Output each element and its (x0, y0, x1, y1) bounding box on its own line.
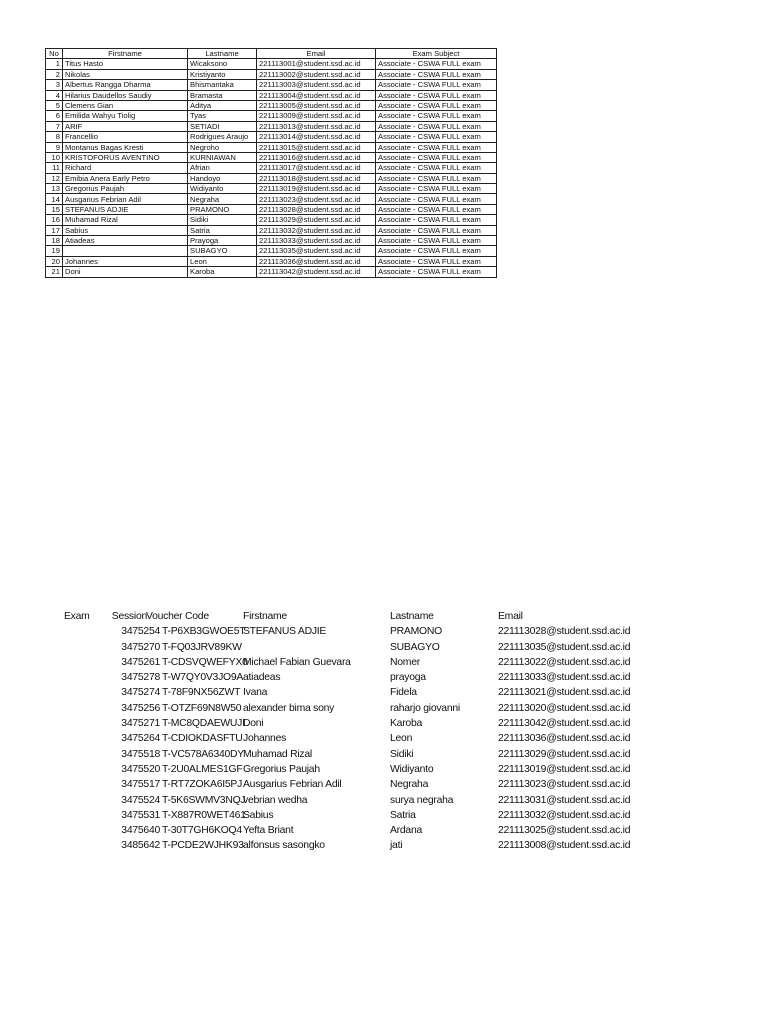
session-number: 3475270 (121, 641, 160, 653)
cell-no: 1 (46, 59, 63, 69)
voucher-code: T-P6XB3GWOE5T (162, 626, 246, 638)
lastname: raharjo giovanni (390, 702, 460, 714)
cell-no: 5 (46, 100, 63, 110)
cell-email: 221113001@student.ssd.ac.id (257, 59, 376, 69)
cell-no: 16 (46, 215, 63, 225)
email: 221113042@student.ssd.ac.id (498, 718, 631, 730)
voucher-code: T-VC578A6340DY (162, 748, 244, 760)
session-number: 3475640 (121, 825, 160, 837)
table-row (46, 80, 497, 90)
cell-no: 3 (46, 80, 63, 90)
cell-no: 13 (46, 184, 63, 194)
cell-lastname: Karoba (188, 267, 257, 277)
cell-exam-subject: Associate - CSWA FULL exam (376, 132, 497, 142)
cell-lastname: Negraha (188, 194, 257, 204)
cell-exam-subject: Associate - CSWA FULL exam (376, 69, 497, 79)
firstname: Sabius (243, 809, 274, 821)
cell-email: 221113005@student.ssd.ac.id (257, 100, 376, 110)
cell-lastname: Prayoga (188, 236, 257, 246)
lastname: Leon (390, 733, 413, 745)
session-number: 3475531 (121, 809, 160, 821)
voucher-code: T-RT7ZOKA6I5PJ (162, 779, 243, 791)
table-row (46, 173, 497, 183)
cell-email: 221113023@student.ssd.ac.id (257, 194, 376, 204)
cell-exam-subject: Associate - CSWA FULL exam (376, 173, 497, 183)
cell-email: 221113032@student.ssd.ac.id (257, 225, 376, 235)
table-header-row (46, 49, 497, 59)
session-number: 3485642 (121, 840, 160, 852)
table-row (46, 152, 497, 162)
cell-firstname: Emibia Anera Early Petro (63, 173, 188, 183)
firstname: Ivana (243, 687, 268, 699)
cell-email: 221113016@student.ssd.ac.id (257, 152, 376, 162)
table-row (46, 59, 497, 69)
voucher-code: T-MC8QDAEWUJI (162, 718, 245, 730)
cell-exam-subject: Associate - CSWA FULL exam (376, 59, 497, 69)
firstname: STEFANUS ADJIE (243, 626, 327, 638)
firstname: Michael Fabian Guevara (243, 656, 351, 668)
firstname: Yefta Briant (243, 825, 294, 837)
header-exam-subject: Exam Subject (376, 49, 497, 59)
table-row (46, 215, 497, 225)
session-number: 3475520 (121, 763, 160, 775)
cell-firstname: Richard (63, 163, 188, 173)
cell-exam-subject: Associate - CSWA FULL exam (376, 90, 497, 100)
email: 221113029@student.ssd.ac.id (498, 748, 631, 760)
cell-firstname: STEFANUS ADJIE (63, 204, 188, 214)
session-number: 3475261 (121, 656, 160, 668)
cell-no: 12 (46, 173, 63, 183)
cell-email: 221113019@student.ssd.ac.id (257, 184, 376, 194)
table-row (46, 163, 497, 173)
cell-lastname: SUBAGYO (188, 246, 257, 256)
session-number: 3475254 (121, 626, 160, 638)
email: 221113032@student.ssd.ac.id (498, 809, 631, 821)
email: 221113033@student.ssd.ac.id (498, 672, 631, 684)
table-row (46, 184, 497, 194)
lastname: Satria (390, 809, 416, 821)
email: 221113008@student.ssd.ac.id (498, 840, 631, 852)
cell-lastname: Bramasta (188, 90, 257, 100)
firstname: Johannes (243, 733, 287, 745)
cell-firstname: Francellio (63, 132, 188, 142)
session-number: 3475524 (121, 794, 160, 806)
cell-email: 221113036@student.ssd.ac.id (257, 256, 376, 266)
firstname: Ausgarius Febrian Adil (243, 779, 342, 791)
cell-lastname: Satria (188, 225, 257, 235)
table-row (46, 246, 497, 256)
cell-exam-subject: Associate - CSWA FULL exam (376, 163, 497, 173)
table-row (46, 100, 497, 110)
cell-firstname: Clemens Gian (63, 100, 188, 110)
voucher-code: T-5K6SWMV3NQJ (162, 794, 246, 806)
session-number: 3475271 (121, 718, 160, 730)
cell-email: 221113002@student.ssd.ac.id (257, 69, 376, 79)
table-row (46, 90, 497, 100)
cell-firstname: Sabius (63, 225, 188, 235)
table-row (46, 111, 497, 121)
cell-exam-subject: Associate - CSWA FULL exam (376, 256, 497, 266)
email: 221113035@student.ssd.ac.id (498, 641, 631, 653)
cell-exam-subject: Associate - CSWA FULL exam (376, 267, 497, 277)
lastname: prayoga (390, 672, 426, 684)
lastname: Nomer (390, 656, 420, 668)
cell-no: 11 (46, 163, 63, 173)
cell-lastname: Widiyanto (188, 184, 257, 194)
firstname: Muhamad Rizal (243, 748, 312, 760)
header-lastname: Lastname (390, 611, 434, 622)
table-row (46, 267, 497, 277)
firstname: atiadeas (243, 672, 281, 684)
header-email: Email (257, 49, 376, 59)
cell-email: 221113017@student.ssd.ac.id (257, 163, 376, 173)
email: 221113023@student.ssd.ac.id (498, 779, 631, 791)
cell-email: 221113042@student.ssd.ac.id (257, 267, 376, 277)
email: 221113022@student.ssd.ac.id (498, 656, 631, 668)
cell-email: 221113035@student.ssd.ac.id (257, 246, 376, 256)
voucher-code: T-PCDE2WJHK93 (162, 840, 244, 852)
table-row (46, 256, 497, 266)
cell-lastname: Wicaksono (188, 59, 257, 69)
cell-email: 221113003@student.ssd.ac.id (257, 80, 376, 90)
email: 221113019@student.ssd.ac.id (498, 763, 631, 775)
cell-firstname (63, 246, 188, 256)
cell-lastname: Sidiki (188, 215, 257, 225)
cell-firstname: Montanus Bagas Kresti (63, 142, 188, 152)
firstname: alfonsus sasongko (243, 840, 325, 852)
cell-email: 221113018@student.ssd.ac.id (257, 173, 376, 183)
cell-firstname: ARIF (63, 121, 188, 131)
cell-no: 6 (46, 111, 63, 121)
cell-firstname: Muhamad Rizal (63, 215, 188, 225)
lastname: SUBAGYO (390, 641, 440, 653)
cell-email: 221113033@student.ssd.ac.id (257, 236, 376, 246)
email: 221113025@student.ssd.ac.id (498, 825, 631, 837)
cell-exam-subject: Associate - CSWA FULL exam (376, 121, 497, 131)
cell-firstname: KRISTOFORUS AVENTINO (63, 152, 188, 162)
header-voucher-code: Voucher Code (146, 611, 209, 622)
cell-no: 10 (46, 152, 63, 162)
cell-lastname: Kristiyanto (188, 69, 257, 79)
voucher-code: T-FQ03JRV89KW (162, 641, 242, 653)
cell-exam-subject: Associate - CSWA FULL exam (376, 225, 497, 235)
lastname: Widiyanto (390, 763, 434, 775)
cell-firstname: Titus Hasto (63, 59, 188, 69)
firstname: Doni (243, 718, 264, 730)
lastname: surya negraha (390, 794, 454, 806)
table-row (46, 142, 497, 152)
cell-no: 8 (46, 132, 63, 142)
cell-lastname: Tyas (188, 111, 257, 121)
cell-firstname: Hilarius Daudellos Saudiy (63, 90, 188, 100)
table-row (46, 225, 497, 235)
cell-exam-subject: Associate - CSWA FULL exam (376, 236, 497, 246)
firstname: alexander bima sony (243, 702, 335, 714)
header-email: Email (498, 611, 523, 622)
cell-firstname: Nikolas (63, 69, 188, 79)
cell-lastname: Leon (188, 256, 257, 266)
cell-lastname: SETIADI (188, 121, 257, 131)
voucher-code: T-CDIOKDASFTU (162, 733, 243, 745)
cell-exam-subject: Associate - CSWA FULL exam (376, 100, 497, 110)
header-no: No (46, 49, 63, 59)
cell-exam-subject: Associate - CSWA FULL exam (376, 142, 497, 152)
cell-lastname: Aditya (188, 100, 257, 110)
cell-firstname: Atiadeas (63, 236, 188, 246)
firstname: vebrian wedha (243, 794, 308, 806)
cell-email: 221113004@student.ssd.ac.id (257, 90, 376, 100)
voucher-code: T-2U0ALMES1GF (162, 763, 243, 775)
cell-exam-subject: Associate - CSWA FULL exam (376, 215, 497, 225)
firstname: Gregorius Paujah (243, 763, 320, 775)
lastname: Fidela (390, 687, 417, 699)
lastname: Karoba (390, 718, 423, 730)
voucher-code: T-X887R0WET461 (162, 809, 246, 821)
cell-email: 221113015@student.ssd.ac.id (257, 142, 376, 152)
table-row (46, 236, 497, 246)
cell-lastname: Afrian (188, 163, 257, 173)
cell-exam-subject: Associate - CSWA FULL exam (376, 111, 497, 121)
cell-lastname: KURNIAWAN (188, 152, 257, 162)
student-exam-table-body (46, 59, 497, 277)
cell-firstname: Albertus Rangga Dharma (63, 80, 188, 90)
cell-email: 221113029@student.ssd.ac.id (257, 215, 376, 225)
cell-exam-subject: Associate - CSWA FULL exam (376, 184, 497, 194)
cell-email: 221113028@student.ssd.ac.id (257, 204, 376, 214)
voucher-code: T-W7QY0V3JO9A (162, 672, 244, 684)
lastname: jati (390, 840, 403, 852)
cell-no: 17 (46, 225, 63, 235)
voucher-code: T-OTZF69N8W50 (162, 702, 242, 714)
cell-no: 18 (46, 236, 63, 246)
voucher-code: T-30T7GH6KOQ4 (162, 825, 242, 837)
header-firstname: Firstname (63, 49, 188, 59)
cell-lastname: Negroho (188, 142, 257, 152)
table-row (46, 121, 497, 131)
cell-no: 4 (46, 90, 63, 100)
cell-no: 21 (46, 267, 63, 277)
table-row (46, 204, 497, 214)
voucher-code: T-CDSVQWEFYX0 (162, 656, 248, 668)
cell-no: 14 (46, 194, 63, 204)
lastname: Ardana (390, 825, 423, 837)
cell-exam-subject: Associate - CSWA FULL exam (376, 194, 497, 204)
student-exam-table (45, 48, 497, 278)
email: 221113036@student.ssd.ac.id (498, 733, 631, 745)
header-session: Session (111, 611, 147, 622)
session-number: 3475274 (121, 687, 160, 699)
session-number: 3475518 (121, 748, 160, 760)
table-row (46, 132, 497, 142)
session-number: 3475517 (121, 779, 160, 791)
cell-firstname: Doni (63, 267, 188, 277)
header-exam: Exam (64, 611, 90, 622)
session-number: 3475264 (121, 733, 160, 745)
email: 221113031@student.ssd.ac.id (498, 794, 631, 806)
voucher-code: T-78F9NX56ZWT (162, 687, 241, 699)
email: 221113020@student.ssd.ac.id (498, 702, 631, 714)
cell-firstname: Johannes (63, 256, 188, 266)
lastname: Sidiki (390, 748, 414, 760)
lastname: PRAMONO (390, 626, 442, 638)
cell-no: 15 (46, 204, 63, 214)
cell-exam-subject: Associate - CSWA FULL exam (376, 204, 497, 214)
cell-exam-subject: Associate - CSWA FULL exam (376, 246, 497, 256)
cell-firstname: Ausgarius Febrian Adil (63, 194, 188, 204)
session-number: 3475278 (121, 672, 160, 684)
header-firstname: Firstname (243, 611, 287, 622)
cell-email: 221113009@student.ssd.ac.id (257, 111, 376, 121)
session-number: 3475256 (121, 702, 160, 714)
table-row (46, 69, 497, 79)
cell-exam-subject: Associate - CSWA FULL exam (376, 152, 497, 162)
cell-no: 20 (46, 256, 63, 266)
cell-firstname: Gregorius Paujah (63, 184, 188, 194)
cell-lastname: Handoyo (188, 173, 257, 183)
cell-lastname: PRAMONO (188, 204, 257, 214)
table-row (46, 194, 497, 204)
email: 221113028@student.ssd.ac.id (498, 626, 631, 638)
cell-no: 7 (46, 121, 63, 131)
lastname: Negraha (390, 779, 429, 791)
header-lastname: Lastname (188, 49, 257, 59)
cell-no: 2 (46, 69, 63, 79)
cell-lastname: Rodrigues Araujo (188, 132, 257, 142)
email: 221113021@student.ssd.ac.id (498, 687, 631, 699)
cell-no: 9 (46, 142, 63, 152)
cell-exam-subject: Associate - CSWA FULL exam (376, 80, 497, 90)
cell-firstname: Emilida Wahyu Tiolig (63, 111, 188, 121)
cell-email: 221113014@student.ssd.ac.id (257, 132, 376, 142)
cell-email: 221113013@student.ssd.ac.id (257, 121, 376, 131)
cell-no: 19 (46, 246, 63, 256)
cell-lastname: Bhismantaka (188, 80, 257, 90)
